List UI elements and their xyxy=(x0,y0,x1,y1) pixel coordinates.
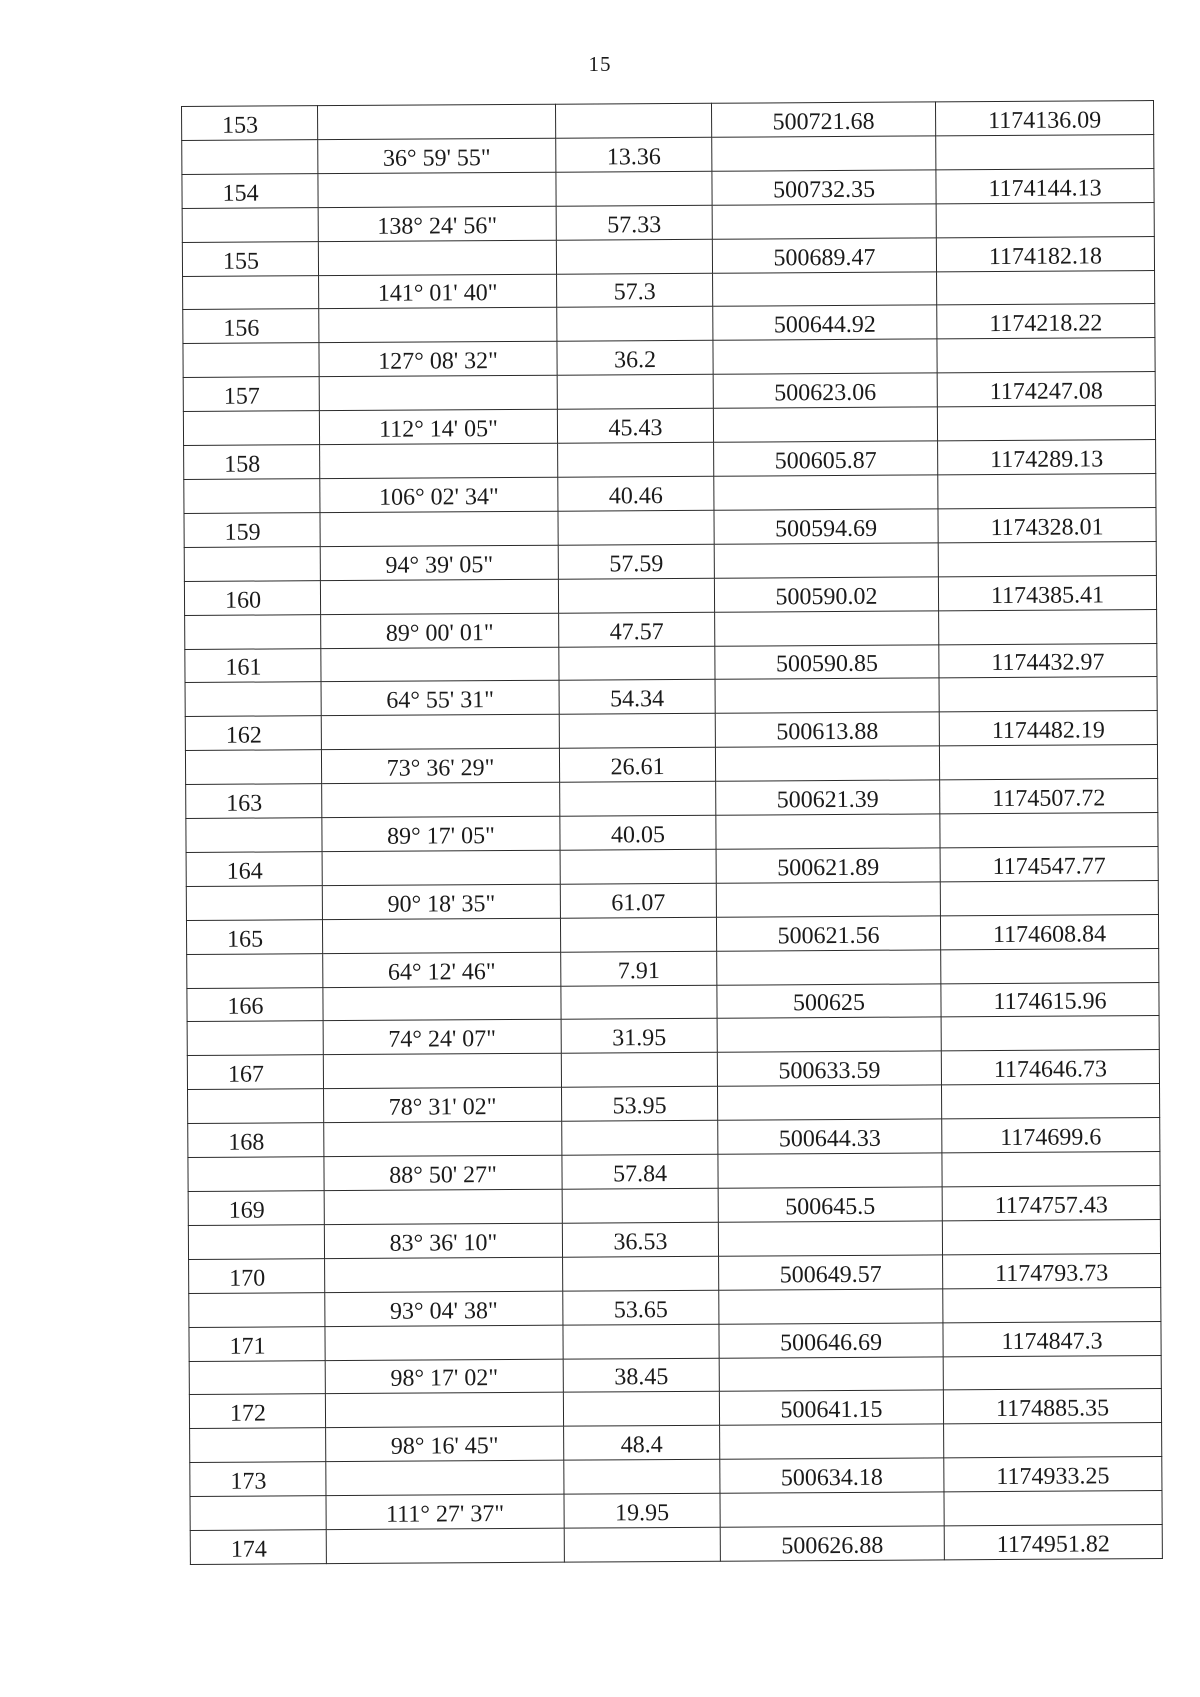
point-row xyxy=(190,1525,1162,1565)
distance-cell: 47.57 xyxy=(559,612,715,647)
empty-y-cell xyxy=(941,1016,1159,1051)
empty-bearing-cell xyxy=(323,1054,561,1089)
empty-x-cell xyxy=(716,882,940,917)
bearing-cell: 98° 17' 02" xyxy=(325,1359,563,1394)
distance-cell: 57.3 xyxy=(557,273,713,308)
distance-cell: 13.36 xyxy=(556,137,712,172)
y-coordinate-cell: 1174289.13 xyxy=(938,440,1156,475)
point-number-cell: 159 xyxy=(184,513,320,548)
empty-bearing-cell xyxy=(326,1528,564,1563)
bearing-cell: 112° 14' 05" xyxy=(319,409,557,444)
point-number-cell: 168 xyxy=(188,1123,324,1158)
empty-bearing-cell xyxy=(325,1257,563,1292)
distance-cell: 54.34 xyxy=(559,680,715,715)
empty-bearing-cell xyxy=(318,172,556,207)
empty-y-cell xyxy=(941,1084,1159,1119)
empty-bearing-cell xyxy=(322,782,560,817)
empty-x-cell xyxy=(719,1289,943,1324)
x-coordinate-cell: 500641.15 xyxy=(719,1390,943,1425)
point-number-cell: 172 xyxy=(189,1394,325,1429)
empty-point-cell xyxy=(187,1021,323,1056)
empty-bearing-cell xyxy=(322,918,560,953)
empty-bearing-cell xyxy=(320,443,558,478)
empty-point-cell xyxy=(183,275,319,310)
point-number-cell: 162 xyxy=(185,716,321,751)
x-coordinate-cell: 500633.59 xyxy=(717,1051,941,1086)
empty-point-cell xyxy=(185,750,321,785)
y-coordinate-cell: 1174182.18 xyxy=(936,236,1154,271)
x-coordinate-cell: 500625 xyxy=(717,983,941,1018)
point-number-cell: 166 xyxy=(187,987,323,1022)
empty-distance-cell xyxy=(555,103,711,138)
x-coordinate-cell: 500621.56 xyxy=(716,916,940,951)
x-coordinate-cell: 500645.5 xyxy=(718,1187,942,1222)
empty-point-cell xyxy=(190,1428,326,1463)
distance-cell: 57.84 xyxy=(562,1154,718,1189)
empty-y-cell xyxy=(939,745,1157,780)
x-coordinate-cell: 500605.87 xyxy=(714,441,938,476)
x-coordinate-cell: 500721.68 xyxy=(711,102,935,137)
x-coordinate-cell: 500644.33 xyxy=(718,1119,942,1154)
distance-cell: 38.45 xyxy=(563,1358,719,1393)
empty-distance-cell xyxy=(560,917,716,952)
empty-y-cell xyxy=(942,1152,1160,1187)
x-coordinate-cell: 500649.57 xyxy=(719,1255,943,1290)
bearing-cell: 90° 18' 35" xyxy=(322,884,560,919)
y-coordinate-cell: 1174136.09 xyxy=(935,101,1153,136)
empty-x-cell xyxy=(712,136,936,171)
distance-cell: 45.43 xyxy=(557,408,713,443)
y-coordinate-cell: 1174482.19 xyxy=(939,711,1157,746)
empty-x-cell xyxy=(718,1221,942,1256)
bearing-cell: 93° 04' 38" xyxy=(325,1291,563,1326)
empty-bearing-cell xyxy=(322,850,560,885)
empty-x-cell xyxy=(720,1424,944,1459)
y-coordinate-cell: 1174218.22 xyxy=(937,304,1155,339)
x-coordinate-cell: 500621.39 xyxy=(716,780,940,815)
empty-point-cell xyxy=(183,411,319,446)
empty-bearing-cell xyxy=(319,308,557,343)
x-coordinate-cell: 500590.85 xyxy=(715,644,939,679)
x-coordinate-cell: 500621.89 xyxy=(716,848,940,883)
empty-point-cell xyxy=(189,1292,325,1327)
empty-bearing-cell xyxy=(323,986,561,1021)
bearing-cell: 83° 36' 10" xyxy=(324,1223,562,1258)
y-coordinate-cell: 1174793.73 xyxy=(943,1253,1161,1288)
bearing-cell: 74° 24' 07" xyxy=(323,1020,561,1055)
y-coordinate-cell: 1174144.13 xyxy=(936,168,1154,203)
empty-point-cell xyxy=(185,614,321,649)
empty-x-cell xyxy=(716,814,940,849)
empty-bearing-cell xyxy=(318,104,556,139)
empty-bearing-cell xyxy=(325,1393,563,1428)
empty-y-cell xyxy=(939,609,1157,644)
empty-distance-cell xyxy=(559,714,715,749)
empty-point-cell xyxy=(188,1225,324,1260)
empty-y-cell xyxy=(939,677,1157,712)
empty-x-cell xyxy=(718,1153,942,1188)
empty-distance-cell xyxy=(556,239,712,274)
empty-y-cell xyxy=(942,1219,1160,1254)
distance-cell: 36.2 xyxy=(557,341,713,376)
x-coordinate-cell: 500634.18 xyxy=(720,1458,944,1493)
distance-cell: 61.07 xyxy=(560,883,716,918)
point-number-cell: 167 xyxy=(187,1055,323,1090)
distance-cell: 53.65 xyxy=(563,1290,719,1325)
distance-cell: 31.95 xyxy=(561,1019,717,1054)
empty-bearing-cell xyxy=(320,511,558,546)
empty-y-cell xyxy=(944,1491,1162,1526)
distance-cell: 57.59 xyxy=(558,544,714,579)
empty-distance-cell xyxy=(563,1324,719,1359)
distance-cell: 19.95 xyxy=(564,1493,720,1528)
empty-point-cell xyxy=(183,343,319,378)
empty-bearing-cell xyxy=(324,1189,562,1224)
empty-distance-cell xyxy=(560,849,716,884)
bearing-cell: 89° 17' 05" xyxy=(322,816,560,851)
x-coordinate-cell: 500590.02 xyxy=(714,577,938,612)
empty-x-cell xyxy=(715,678,939,713)
y-coordinate-cell: 1174646.73 xyxy=(941,1050,1159,1085)
bearing-cell: 78° 31' 02" xyxy=(324,1087,562,1122)
bearing-cell: 127° 08' 32" xyxy=(319,342,557,377)
empty-distance-cell xyxy=(558,442,714,477)
point-number-cell: 169 xyxy=(188,1191,324,1226)
empty-point-cell xyxy=(188,1157,324,1192)
bearing-cell: 111° 27' 37" xyxy=(326,1494,564,1529)
distance-cell: 40.46 xyxy=(558,476,714,511)
empty-distance-cell xyxy=(556,171,712,206)
bearing-cell: 88° 50' 27" xyxy=(324,1155,562,1190)
distance-cell: 36.53 xyxy=(562,1222,718,1257)
table-body xyxy=(182,101,1163,1565)
empty-x-cell xyxy=(715,610,939,645)
empty-y-cell xyxy=(943,1287,1161,1322)
empty-distance-cell xyxy=(564,1459,720,1494)
y-coordinate-cell: 1174247.08 xyxy=(937,372,1155,407)
empty-y-cell xyxy=(936,202,1154,237)
empty-bearing-cell xyxy=(321,647,559,682)
point-number-cell: 153 xyxy=(182,106,318,141)
point-number-cell: 156 xyxy=(183,309,319,344)
empty-distance-cell xyxy=(563,1392,719,1427)
empty-x-cell xyxy=(713,271,937,306)
empty-distance-cell xyxy=(563,1256,719,1291)
point-number-cell: 163 xyxy=(186,784,322,819)
y-coordinate-cell: 1174547.77 xyxy=(940,846,1158,881)
empty-point-cell xyxy=(186,818,322,853)
point-number-cell: 155 xyxy=(182,241,318,276)
empty-x-cell xyxy=(714,475,938,510)
empty-bearing-cell xyxy=(318,240,556,275)
distance-cell: 57.33 xyxy=(556,205,712,240)
y-coordinate-cell: 1174608.84 xyxy=(940,914,1158,949)
y-coordinate-cell: 1174847.3 xyxy=(943,1321,1161,1356)
empty-distance-cell xyxy=(559,646,715,681)
y-coordinate-cell: 1174699.6 xyxy=(942,1118,1160,1153)
distance-cell: 26.61 xyxy=(559,747,715,782)
bearing-cell: 98° 16' 45" xyxy=(326,1427,564,1462)
empty-distance-cell xyxy=(557,307,713,342)
empty-point-cell xyxy=(185,682,321,717)
bearing-cell: 64° 55' 31" xyxy=(321,681,559,716)
empty-x-cell xyxy=(713,407,937,442)
y-coordinate-cell: 1174328.01 xyxy=(938,507,1156,542)
bearing-cell: 138° 24' 56" xyxy=(318,206,556,241)
empty-distance-cell xyxy=(564,1527,720,1562)
y-coordinate-cell: 1174507.72 xyxy=(940,779,1158,814)
empty-distance-cell xyxy=(562,1120,718,1155)
empty-point-cell xyxy=(187,953,323,988)
y-coordinate-cell: 1174432.97 xyxy=(939,643,1157,678)
empty-y-cell xyxy=(941,948,1159,983)
empty-point-cell xyxy=(184,546,320,581)
empty-distance-cell xyxy=(558,578,714,613)
x-coordinate-cell: 500594.69 xyxy=(714,509,938,544)
empty-distance-cell xyxy=(561,985,717,1020)
point-number-cell: 160 xyxy=(184,580,320,615)
bearing-cell: 64° 12' 46" xyxy=(323,952,561,987)
point-number-cell: 165 xyxy=(186,919,322,954)
distance-cell: 40.05 xyxy=(560,815,716,850)
bearing-cell: 94° 39' 05" xyxy=(320,545,558,580)
empty-y-cell xyxy=(938,541,1156,576)
empty-point-cell xyxy=(182,207,318,242)
x-coordinate-cell: 500689.47 xyxy=(712,238,936,273)
empty-y-cell xyxy=(940,813,1158,848)
point-number-cell: 161 xyxy=(185,648,321,683)
empty-x-cell xyxy=(715,746,939,781)
empty-point-cell xyxy=(186,885,322,920)
empty-y-cell xyxy=(937,270,1155,305)
bearing-cell: 106° 02' 34" xyxy=(320,477,558,512)
empty-x-cell xyxy=(719,1356,943,1391)
point-number-cell: 171 xyxy=(189,1326,325,1361)
page-number: 15 xyxy=(588,52,612,76)
bearing-cell: 141° 01' 40" xyxy=(319,274,557,309)
y-coordinate-cell: 1174951.82 xyxy=(944,1525,1162,1560)
y-coordinate-cell: 1174385.41 xyxy=(938,575,1156,610)
empty-point-cell xyxy=(182,140,318,175)
empty-point-cell xyxy=(184,479,320,514)
empty-x-cell xyxy=(717,1017,941,1052)
empty-distance-cell xyxy=(557,375,713,410)
empty-distance-cell xyxy=(561,1053,717,1088)
empty-bearing-cell xyxy=(320,579,558,614)
distance-cell: 53.95 xyxy=(562,1087,718,1122)
empty-y-cell xyxy=(944,1423,1162,1458)
empty-bearing-cell xyxy=(319,375,557,410)
empty-y-cell xyxy=(940,880,1158,915)
empty-x-cell xyxy=(713,339,937,374)
empty-y-cell xyxy=(938,474,1156,509)
point-number-cell: 154 xyxy=(182,173,318,208)
empty-bearing-cell xyxy=(324,1121,562,1156)
y-coordinate-cell: 1174615.96 xyxy=(941,982,1159,1017)
y-coordinate-cell: 1174933.25 xyxy=(944,1457,1162,1492)
empty-point-cell xyxy=(190,1496,326,1531)
point-number-cell: 158 xyxy=(184,445,320,480)
empty-bearing-cell xyxy=(325,1325,563,1360)
empty-y-cell xyxy=(943,1355,1161,1390)
distance-cell: 7.91 xyxy=(561,951,717,986)
bearing-cell: 89° 00' 01" xyxy=(321,613,559,648)
point-number-cell: 164 xyxy=(186,852,322,887)
x-coordinate-cell: 500626.88 xyxy=(720,1526,944,1561)
empty-y-cell xyxy=(937,338,1155,373)
empty-distance-cell xyxy=(562,1188,718,1223)
empty-bearing-cell xyxy=(326,1460,564,1495)
empty-point-cell xyxy=(189,1360,325,1395)
empty-distance-cell xyxy=(558,510,714,545)
point-number-cell: 173 xyxy=(190,1462,326,1497)
bearing-cell: 36° 59' 55" xyxy=(318,138,556,173)
empty-point-cell xyxy=(188,1089,324,1124)
empty-x-cell xyxy=(712,204,936,239)
x-coordinate-cell: 500644.92 xyxy=(713,305,937,340)
empty-x-cell xyxy=(717,1085,941,1120)
point-number-cell: 157 xyxy=(183,377,319,412)
empty-y-cell xyxy=(936,134,1154,169)
empty-x-cell xyxy=(720,1492,944,1527)
x-coordinate-cell: 500613.88 xyxy=(715,712,939,747)
empty-bearing-cell xyxy=(321,715,559,750)
x-coordinate-cell: 500732.35 xyxy=(712,170,936,205)
y-coordinate-cell: 1174757.43 xyxy=(942,1186,1160,1221)
empty-x-cell xyxy=(714,543,938,578)
y-coordinate-cell: 1174885.35 xyxy=(943,1389,1161,1424)
bearing-cell: 73° 36' 29" xyxy=(321,748,559,783)
distance-cell: 48.4 xyxy=(564,1426,720,1461)
empty-x-cell xyxy=(717,950,941,985)
empty-distance-cell xyxy=(560,781,716,816)
x-coordinate-cell: 500623.06 xyxy=(713,373,937,408)
survey-coordinates-table xyxy=(181,100,1163,1565)
point-number-cell: 174 xyxy=(190,1530,326,1565)
point-number-cell: 170 xyxy=(189,1258,325,1293)
empty-y-cell xyxy=(937,406,1155,441)
x-coordinate-cell: 500646.69 xyxy=(719,1322,943,1357)
